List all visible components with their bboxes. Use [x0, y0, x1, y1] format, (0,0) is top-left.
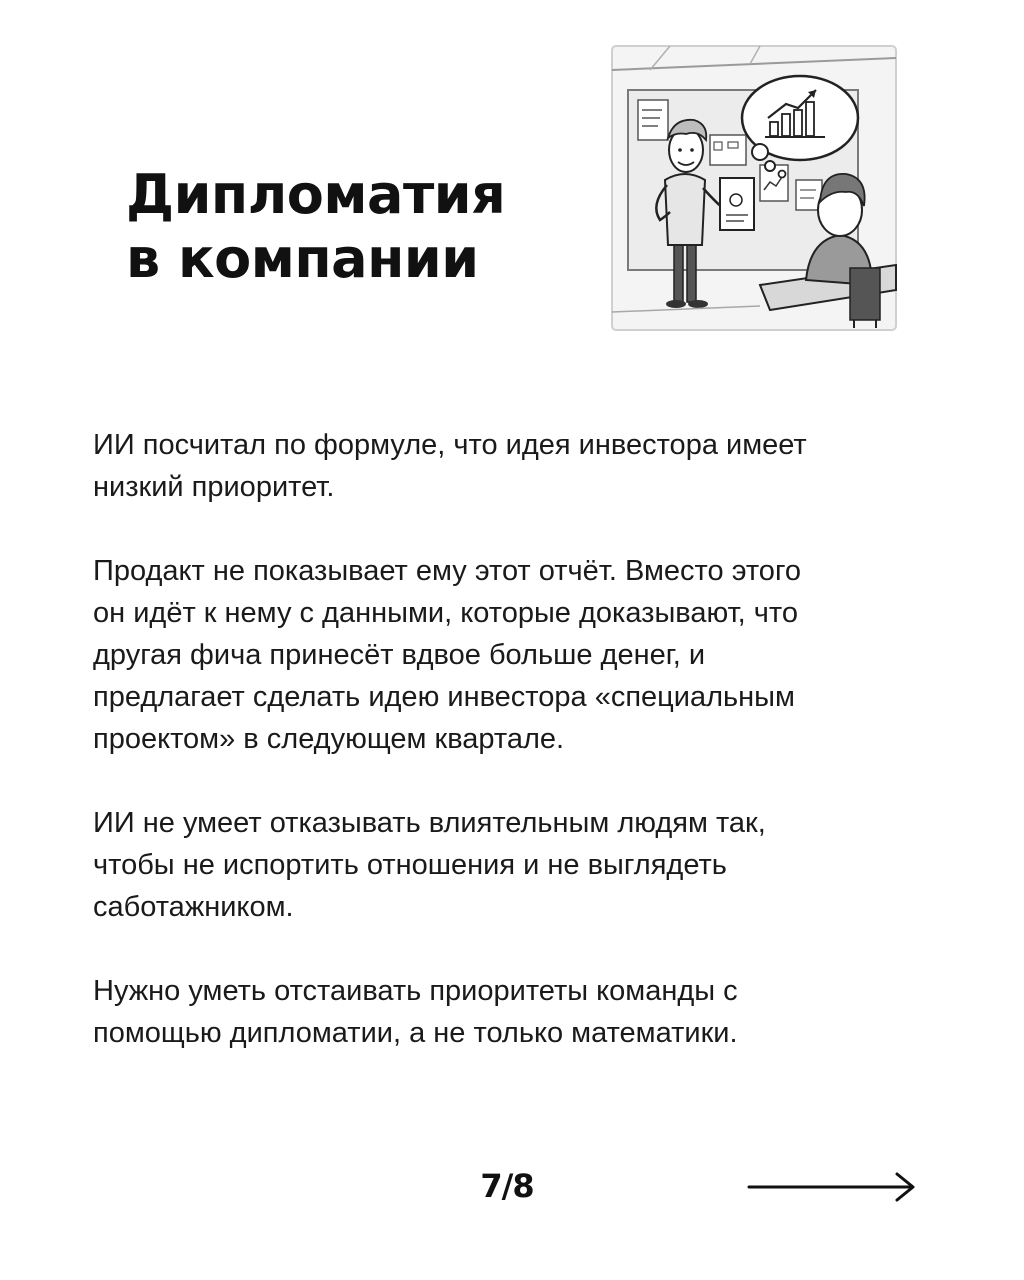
page-counter: 7/8 [480, 1167, 534, 1205]
paragraph-2: Продакт не показывает ему этот отчёт. Вместо этого он идёт к нему с данными, которые доказывают, что другая фича принесёт вдвое больше денег, и предлагает сделать идею инвестора «специальным проектом» в следующем квартале. [93, 555, 802, 755]
title-line-1: Дипломатия [126, 163, 506, 226]
arrow-right-icon [745, 1170, 920, 1204]
page-title [126, 163, 566, 291]
paragraph-4: Нужно уметь отстаивать приоритеты команды с помощью дипломатии, а не только математики. [93, 975, 738, 1049]
title-line-2: в компании [126, 227, 479, 290]
presentation-illustration [610, 40, 900, 335]
paragraph-3: ИИ не умеет отказывать влиятельным людям так, чтобы не испортить отношения и не выглядеть саботажником. [93, 807, 766, 923]
next-slide-button[interactable] [745, 1170, 920, 1204]
paragraph-1: ИИ посчитал по формуле, что идея инвестора имеет низкий приоритет. [93, 429, 807, 503]
body-text [93, 424, 953, 1096]
